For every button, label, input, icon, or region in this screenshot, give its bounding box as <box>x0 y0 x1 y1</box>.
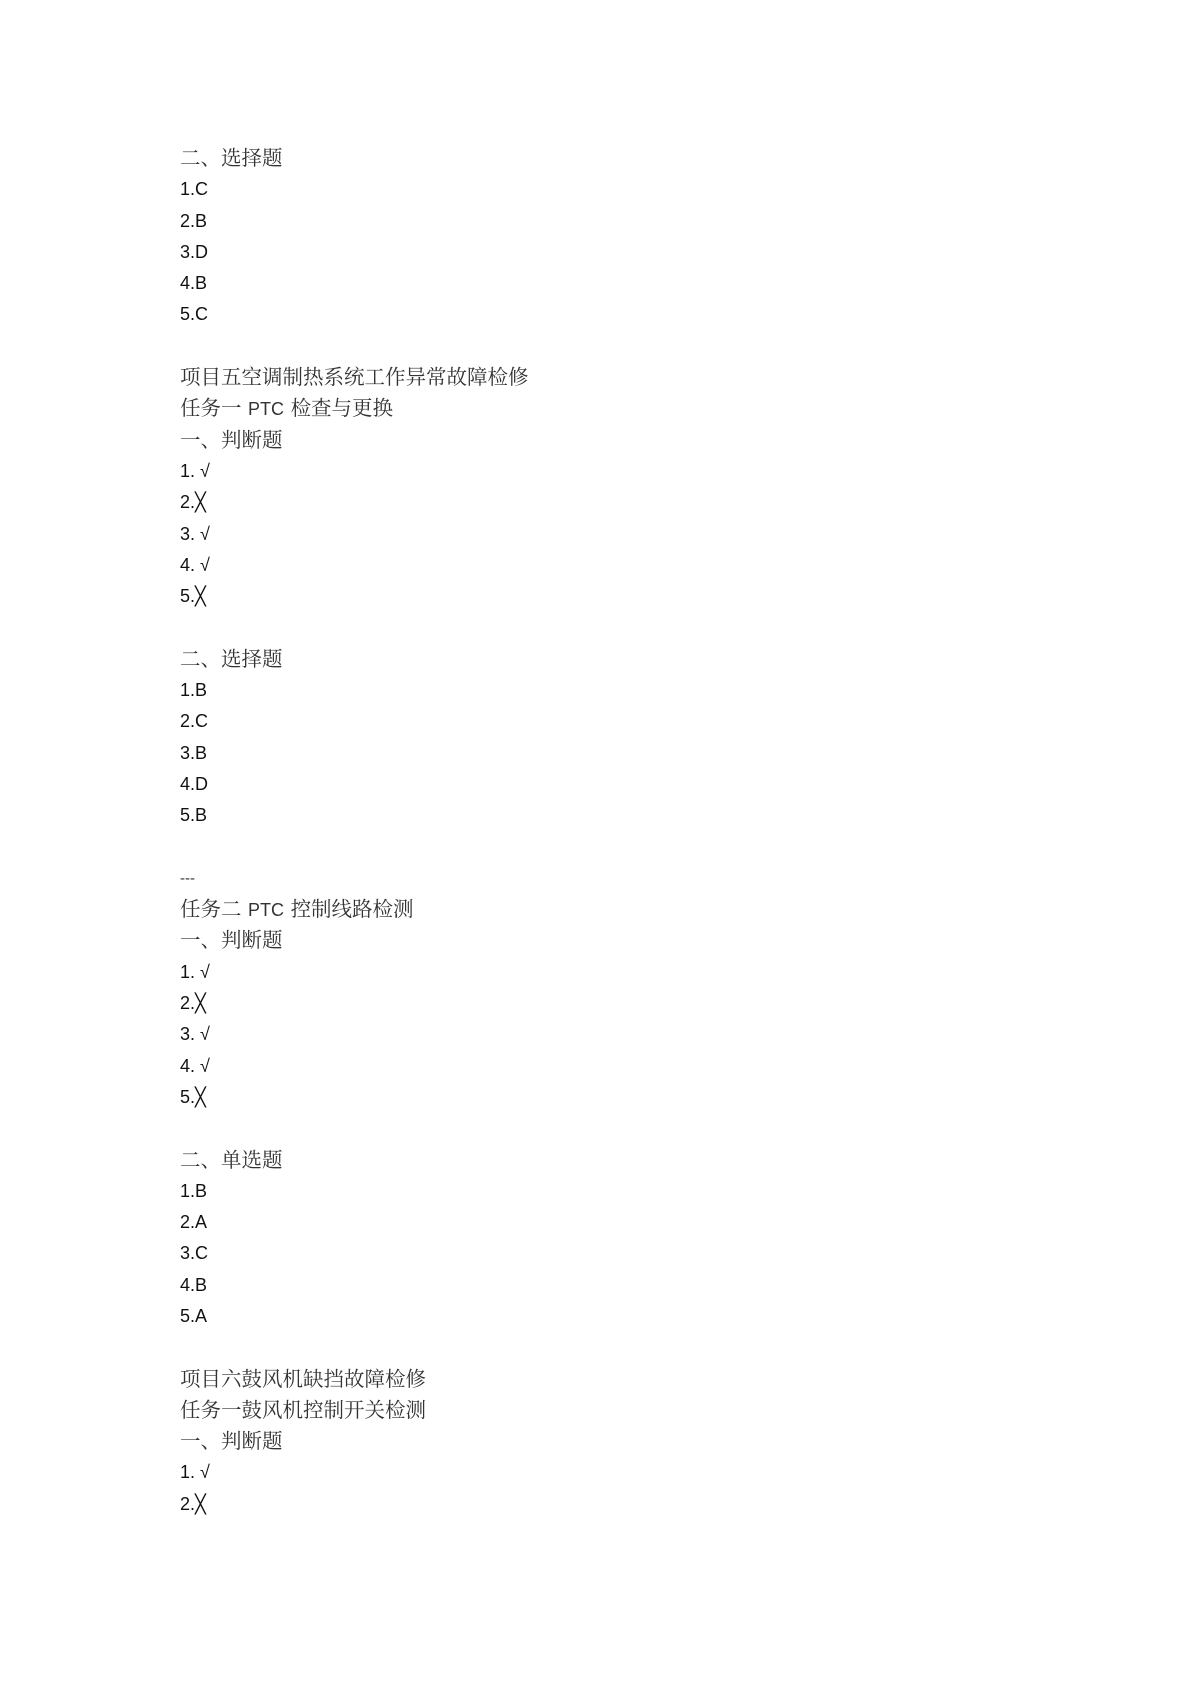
answer-item: 1. √ <box>180 460 210 481</box>
task-title-code: PTC <box>248 399 285 420</box>
answer-item: 5.B <box>180 805 208 826</box>
task-title <box>180 894 1080 925</box>
answer-item: 4.D <box>180 773 209 794</box>
answer-item: 4. √ <box>180 554 210 575</box>
task-title: 任务一鼓风机控制开关检测 <box>180 1397 426 1422</box>
task-title-suffix: 控制线路检测 <box>290 897 414 922</box>
answer-item: 3.D <box>180 241 209 262</box>
document-content <box>180 143 1080 1520</box>
answer-item: 2.╳ <box>180 1493 206 1514</box>
answer-item: 3.B <box>180 742 208 763</box>
answer-item: 4.B <box>180 1274 208 1295</box>
project-title: 项目五空调制热系统工作异常故障检修 <box>180 365 529 390</box>
answer-item: 2.╳ <box>180 492 206 513</box>
answer-item: 4. √ <box>180 1055 210 1076</box>
separator: --- <box>180 869 195 887</box>
answer-item: 2.B <box>180 210 208 231</box>
answer-item: 2.╳ <box>180 993 206 1014</box>
choice-heading: 二、选择题 <box>180 146 283 170</box>
answer-item: 1.C <box>180 179 209 200</box>
answer-item: 5.╳ <box>180 586 206 607</box>
task-title-suffix: 检查与更换 <box>290 396 394 421</box>
choice-heading: 二、选择题 <box>180 646 283 671</box>
project-title: 项目六鼓风机缺挡故障检修 <box>180 1366 426 1391</box>
judge-heading: 一、判断题 <box>180 928 283 953</box>
answer-item: 5.A <box>180 1305 208 1326</box>
answer-item: 2.C <box>180 711 209 732</box>
spacer <box>180 832 1080 863</box>
answer-item: 3. √ <box>180 1024 210 1045</box>
spacer <box>180 1332 1080 1363</box>
answer-item: 5.╳ <box>180 1086 206 1107</box>
answer-item: 1. √ <box>180 1462 210 1483</box>
answer-item: 2.A <box>180 1212 208 1233</box>
spacer <box>180 1113 1080 1144</box>
spacer <box>180 331 1080 362</box>
task-title <box>180 393 1080 424</box>
answer-item: 3. √ <box>180 523 210 544</box>
answer-item: 3.C <box>180 1243 209 1264</box>
task-title-code: PTC <box>248 900 285 921</box>
answer-item: 1.B <box>180 1180 208 1201</box>
answer-item: 1. √ <box>180 961 210 982</box>
choice-heading: 二、单选题 <box>180 1147 283 1172</box>
judge-heading: 一、判断题 <box>180 1429 283 1454</box>
task-title-prefix: 任务二 <box>180 897 242 922</box>
task-title-prefix: 任务一 <box>180 396 242 421</box>
answer-item: 4.B <box>180 273 208 294</box>
spacer <box>180 612 1080 643</box>
answer-item: 1.B <box>180 680 208 701</box>
judge-heading: 一、判断题 <box>180 427 283 452</box>
answer-item: 5.C <box>180 304 209 325</box>
